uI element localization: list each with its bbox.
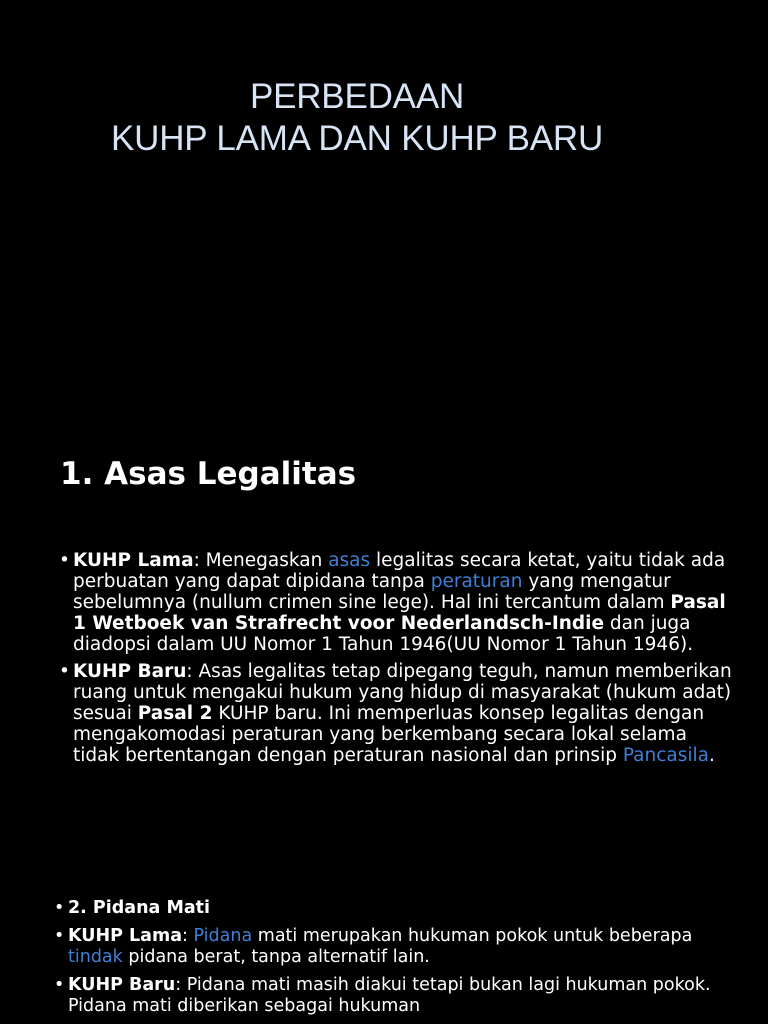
bullet-icon: •: [54, 898, 65, 918]
slide-title-line1: PERBEDAAN: [249, 77, 465, 116]
item-text: : Menegaskan: [193, 550, 329, 571]
list-item: [54, 975, 738, 1017]
link-pidana[interactable]: Pidana: [193, 926, 253, 946]
section1-list: [59, 550, 733, 772]
item-label: KUHP Baru: [68, 975, 176, 995]
item-text: :: [182, 926, 194, 946]
section1-heading: 1. Asas Legalitas: [60, 456, 357, 492]
bullet-icon: •: [54, 926, 65, 946]
item-text: legalitas secara ketat, yaitu tidak ada perbuatan yang dapat dipidana tanpa: [73, 550, 726, 592]
item-label: KUHP Lama: [68, 926, 183, 946]
item-text: : Asas legalitas tetap dipegang teguh, namun memberikan ruang untuk mengakui hukum yang hidup di masyarakat (hukum adat) sesuai: [73, 661, 732, 724]
item-label: KUHP Lama: [73, 550, 194, 571]
item-text: : Pidana mati masih diakui tetapi bukan lagi hukuman pokok. Pidana mati diberikan sebagai hukuman: [68, 975, 711, 1016]
item-bold-text: Pasal 2: [137, 703, 213, 724]
section2-heading: 2. Pidana Mati: [68, 898, 211, 918]
slide-title: [0, 76, 714, 160]
slide-title-line2: KUHP LAMA DAN KUHP BARU: [110, 119, 604, 158]
link-tindak[interactable]: tindak: [68, 947, 123, 967]
item-label: KUHP Baru: [73, 661, 187, 682]
list-item: [59, 661, 733, 766]
item-text: KUHP baru. Ini memperluas konsep legalitas dengan mengakomodasi peraturan yang berkembang secara lokal selama tidak bertentangan dengan peraturan nasional dan prinsip: [73, 703, 705, 766]
bullet-icon: •: [59, 550, 70, 571]
list-item: [54, 926, 738, 968]
list-item: [54, 898, 738, 919]
bullet-icon: •: [59, 661, 70, 682]
item-text: yang mengatur sebelumnya (nullum crimen sine lege). Hal ini tercantum dalam: [73, 571, 671, 613]
item-bold-text: Pasal 1 Wetboek van Strafrecht voor Nederlandsch-Indie: [73, 592, 726, 634]
link-pancasila[interactable]: Pancasila: [622, 745, 709, 766]
list-item: [59, 550, 733, 655]
section2-list: [54, 898, 738, 1024]
link-peraturan[interactable]: peraturan: [430, 571, 523, 592]
bullet-icon: •: [54, 975, 65, 995]
item-text: .: [709, 745, 715, 766]
item-text: dan juga diadopsi dalam UU Nomor 1 Tahun 1946(UU Nomor 1 Tahun 1946).: [73, 613, 694, 655]
item-text: pidana berat, tanpa alternatif lain.: [122, 947, 430, 967]
item-text: mati merupakan hukuman pokok untuk beberapa: [252, 926, 693, 946]
link-asas[interactable]: asas: [328, 550, 371, 571]
